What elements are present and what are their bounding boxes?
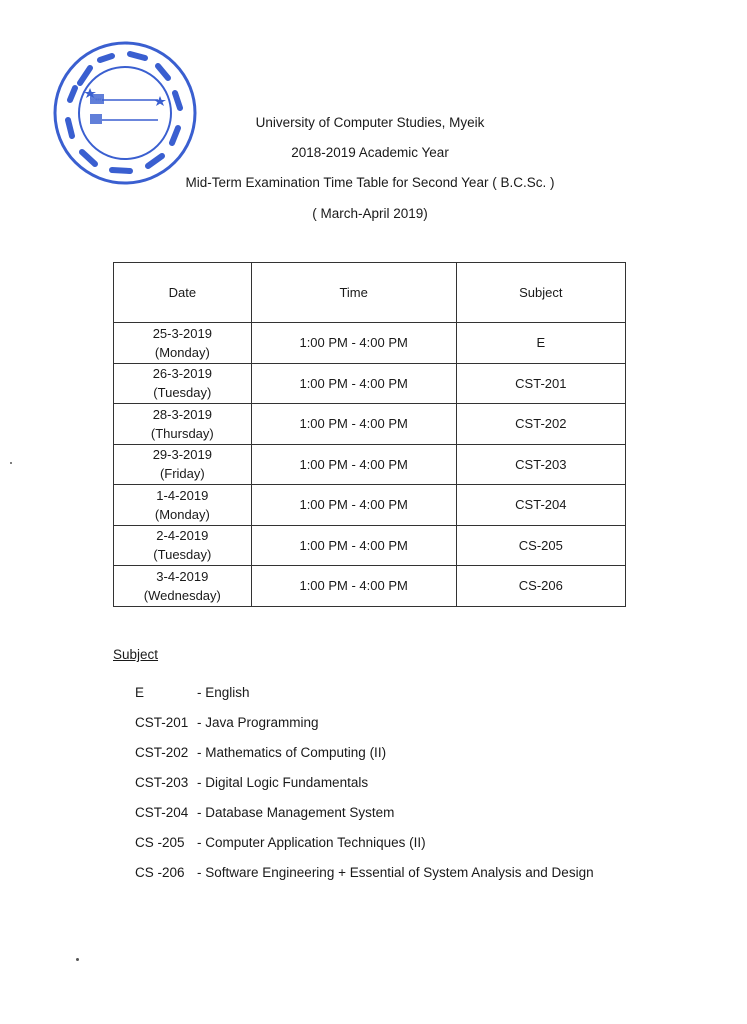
table-row: [114, 485, 626, 526]
time-cell: 1:00 PM - 4:00 PM: [251, 363, 456, 404]
subject-cell: CST-201: [456, 363, 625, 404]
table-header-row: [114, 263, 626, 323]
day-value: (Monday): [154, 506, 210, 522]
subject-code: CS -206: [135, 865, 185, 880]
subject-legend: [135, 685, 594, 895]
subject-cell: CS-206: [456, 566, 625, 607]
subject-cell: CST-204: [456, 485, 625, 526]
table-row: [114, 404, 626, 445]
subject-description: - Java Programming: [197, 715, 319, 730]
date-cell: [114, 444, 252, 485]
subject-code: E: [135, 685, 145, 700]
list-item: [135, 685, 594, 715]
scan-speck: [10, 462, 12, 464]
date-value: 26-3-2019: [152, 366, 212, 382]
time-cell: 1:00 PM - 4:00 PM: [251, 566, 456, 607]
time-cell: 1:00 PM - 4:00 PM: [251, 485, 456, 526]
scan-speck: [76, 958, 79, 961]
table-row: [114, 363, 626, 404]
date-cell: [114, 363, 252, 404]
date-value: 29-3-2019: [152, 447, 212, 463]
table-row: [114, 444, 626, 485]
time-cell: 1:00 PM - 4:00 PM: [251, 525, 456, 566]
list-item: [135, 775, 594, 805]
subject-code: CS -205: [135, 835, 185, 850]
timetable: [113, 262, 626, 607]
subject-cell: CS-205: [456, 525, 625, 566]
day-value: (Wednesday): [143, 587, 221, 603]
day-value: (Tuesday): [153, 547, 212, 563]
subject-cell: CST-202: [456, 404, 625, 445]
subject-cell: E: [456, 323, 625, 364]
academic-year: 2018-2019 Academic Year: [291, 145, 449, 160]
exam-title: Mid-Term Examination Time Table for Second Year ( B.C.Sc. ): [185, 175, 555, 190]
subject-cell: CST-203: [456, 444, 625, 485]
subject-description: - Software Engineering + Essential of System Analysis and Design: [197, 865, 594, 880]
subject-code: CST-201: [135, 715, 189, 730]
date-cell: [114, 566, 252, 607]
date-value: 28-3-2019: [152, 406, 212, 422]
subject-description: - Database Management System: [197, 805, 395, 820]
list-item: [135, 835, 594, 865]
subject-code: CST-202: [135, 745, 189, 760]
list-item: [135, 805, 594, 835]
subject-description: - Digital Logic Fundamentals: [197, 775, 369, 790]
time-cell: 1:00 PM - 4:00 PM: [251, 404, 456, 445]
subject-code: CST-204: [135, 805, 189, 820]
date-value: 2-4-2019: [156, 528, 209, 544]
subject-description: - Computer Application Techniques (II): [197, 835, 426, 850]
day-value: (Thursday): [150, 425, 214, 441]
institution-name: University of Computer Studies, Myeik: [255, 115, 485, 130]
date-value: 25-3-2019: [152, 325, 212, 341]
column-header-subject: Subject: [456, 263, 625, 323]
list-item: [135, 715, 594, 745]
day-value: (Friday): [159, 466, 205, 482]
date-cell: [114, 404, 252, 445]
day-value: (Monday): [154, 344, 210, 360]
date-cell: [114, 525, 252, 566]
date-cell: [114, 323, 252, 364]
subject-description: - English: [197, 685, 250, 700]
list-item: [135, 745, 594, 775]
day-value: (Tuesday): [153, 385, 212, 401]
table-row: [114, 525, 626, 566]
legend-title: Subject: [113, 647, 159, 662]
exam-period: ( March-April 2019): [312, 206, 428, 221]
time-cell: 1:00 PM - 4:00 PM: [251, 323, 456, 364]
date-cell: [114, 485, 252, 526]
date-value: 3-4-2019: [156, 568, 209, 584]
table-row: [114, 323, 626, 364]
official-seal-icon: [50, 38, 200, 188]
subject-code: CST-203: [135, 775, 189, 790]
date-value: 1-4-2019: [156, 487, 209, 503]
list-item: [135, 865, 594, 895]
column-header-time: Time: [251, 263, 456, 323]
subject-description: - Mathematics of Computing (II): [197, 745, 387, 760]
column-header-date: Date: [114, 263, 252, 323]
table-row: [114, 566, 626, 607]
time-cell: 1:00 PM - 4:00 PM: [251, 444, 456, 485]
